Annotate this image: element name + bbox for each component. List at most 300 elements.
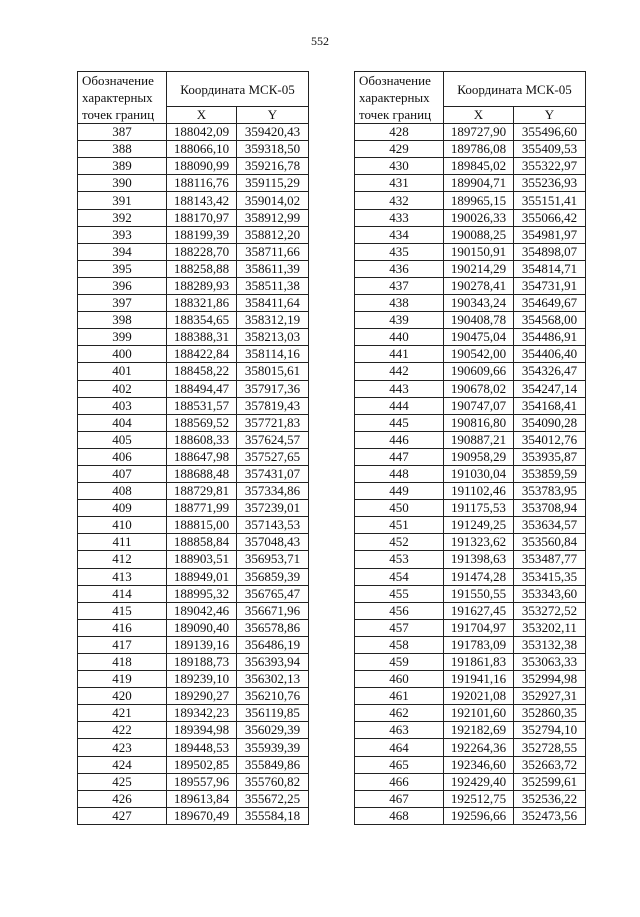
table-row <box>78 295 309 312</box>
x-coordinate-cell: 192429,40 <box>444 773 514 790</box>
x-coordinate-cell: 190150,91 <box>444 243 514 260</box>
x-coordinate-cell: 191783,09 <box>444 636 514 653</box>
page-number: 552 <box>311 34 329 48</box>
y-coordinate-cell: 353132,38 <box>514 636 586 653</box>
table-row <box>355 773 586 790</box>
table-row <box>78 329 309 346</box>
table-row <box>78 705 309 722</box>
table-row <box>355 431 586 448</box>
x-coordinate-cell: 188458,22 <box>167 363 237 380</box>
y-coordinate-cell: 356859,39 <box>237 568 309 585</box>
y-coordinate-cell: 355409,53 <box>514 141 586 158</box>
table-row <box>355 671 586 688</box>
table-row <box>355 380 586 397</box>
x-coordinate-cell: 188143,42 <box>167 192 237 209</box>
y-coordinate-cell: 356765,47 <box>237 585 309 602</box>
point-number-cell: 401 <box>78 363 167 380</box>
y-coordinate-cell: 354814,71 <box>514 260 586 277</box>
coordinate-header: Координата МСК-05 <box>444 72 586 107</box>
point-number-cell: 461 <box>355 688 444 705</box>
y-coordinate-cell: 359014,02 <box>237 192 309 209</box>
table-row <box>78 602 309 619</box>
table-row <box>78 807 309 824</box>
y-coordinate-cell: 354486,91 <box>514 329 586 346</box>
y-coordinate-cell: 359318,50 <box>237 141 309 158</box>
y-coordinate-cell: 354568,00 <box>514 312 586 329</box>
x-coordinate-cell: 190408,78 <box>444 312 514 329</box>
x-coordinate-cell: 189448,53 <box>167 739 237 756</box>
y-coordinate-cell: 357048,43 <box>237 534 309 551</box>
point-number-cell: 389 <box>78 158 167 175</box>
x-coordinate-cell: 188494,47 <box>167 380 237 397</box>
table-row <box>78 346 309 363</box>
x-coordinate-cell: 189727,90 <box>444 124 514 141</box>
x-coordinate-cell: 192101,60 <box>444 705 514 722</box>
x-coordinate-cell: 188688,48 <box>167 465 237 482</box>
table-row <box>78 585 309 602</box>
table-row <box>355 397 586 414</box>
x-coordinate-cell: 188531,57 <box>167 397 237 414</box>
x-coordinate-cell: 189188,73 <box>167 654 237 671</box>
table-row <box>355 277 586 294</box>
point-number-cell: 435 <box>355 243 444 260</box>
table-row <box>78 534 309 551</box>
point-number-cell: 467 <box>355 790 444 807</box>
y-coordinate-cell: 356119,85 <box>237 705 309 722</box>
point-number-cell: 388 <box>78 141 167 158</box>
y-coordinate-cell: 359115,29 <box>237 175 309 192</box>
point-number-cell: 408 <box>78 483 167 500</box>
point-number-cell: 399 <box>78 329 167 346</box>
y-coordinate-cell: 357334,86 <box>237 483 309 500</box>
point-number-cell: 414 <box>78 585 167 602</box>
y-coordinate-cell: 355672,25 <box>237 790 309 807</box>
y-coordinate-cell: 357917,36 <box>237 380 309 397</box>
x-coordinate-cell: 189502,85 <box>167 756 237 773</box>
x-coordinate-cell: 190214,29 <box>444 260 514 277</box>
table-row <box>78 226 309 243</box>
x-coordinate-cell: 188815,00 <box>167 517 237 534</box>
x-coordinate-cell: 190343,24 <box>444 295 514 312</box>
y-coordinate-cell: 353560,84 <box>514 534 586 551</box>
point-number-cell: 451 <box>355 517 444 534</box>
table-row <box>78 260 309 277</box>
table-row <box>355 517 586 534</box>
y-coordinate-cell: 352473,56 <box>514 807 586 824</box>
y-coordinate-cell: 358711,66 <box>237 243 309 260</box>
x-coordinate-cell: 190026,33 <box>444 209 514 226</box>
table-row <box>78 465 309 482</box>
x-coordinate-cell: 188289,93 <box>167 277 237 294</box>
x-coordinate-cell: 191861,83 <box>444 654 514 671</box>
table-body <box>78 124 309 825</box>
point-number-cell: 423 <box>78 739 167 756</box>
table-row <box>355 295 586 312</box>
y-coordinate-cell: 359420,43 <box>237 124 309 141</box>
x-coordinate-cell: 192021,08 <box>444 688 514 705</box>
table-row <box>355 739 586 756</box>
coordinate-header: Координата МСК-05 <box>167 72 309 107</box>
point-number-cell: 438 <box>355 295 444 312</box>
point-number-cell: 458 <box>355 636 444 653</box>
y-coordinate-cell: 357239,01 <box>237 500 309 517</box>
y-coordinate-cell: 356302,13 <box>237 671 309 688</box>
table-row <box>355 192 586 209</box>
x-coordinate-cell: 188647,98 <box>167 448 237 465</box>
point-number-cell: 422 <box>78 722 167 739</box>
y-coordinate-cell: 355849,86 <box>237 756 309 773</box>
point-number-cell: 404 <box>78 414 167 431</box>
y-coordinate-cell: 358114,16 <box>237 346 309 363</box>
coordinates-table-right <box>354 71 586 825</box>
x-coordinate-cell: 189290,27 <box>167 688 237 705</box>
table-row <box>355 124 586 141</box>
y-coordinate-cell: 357527,65 <box>237 448 309 465</box>
point-number-cell: 446 <box>355 431 444 448</box>
point-number-cell: 466 <box>355 773 444 790</box>
point-number-cell: 447 <box>355 448 444 465</box>
point-number-cell: 407 <box>78 465 167 482</box>
x-coordinate-cell: 188388,31 <box>167 329 237 346</box>
table-row <box>78 431 309 448</box>
table-row <box>355 141 586 158</box>
y-coordinate-cell: 355584,18 <box>237 807 309 824</box>
x-coordinate-cell: 191550,55 <box>444 585 514 602</box>
x-coordinate-cell: 190678,02 <box>444 380 514 397</box>
x-coordinate-cell: 189845,02 <box>444 158 514 175</box>
y-coordinate-cell: 353935,87 <box>514 448 586 465</box>
x-coordinate-cell: 189139,16 <box>167 636 237 653</box>
y-coordinate-cell: 356029,39 <box>237 722 309 739</box>
table-row <box>355 722 586 739</box>
y-coordinate-cell: 358213,03 <box>237 329 309 346</box>
point-number-cell: 462 <box>355 705 444 722</box>
point-number-cell: 387 <box>78 124 167 141</box>
table-row <box>355 414 586 431</box>
x-coordinate-cell: 189670,49 <box>167 807 237 824</box>
y-header: Y <box>237 107 309 124</box>
point-number-cell: 443 <box>355 380 444 397</box>
y-coordinate-cell: 359216,78 <box>237 158 309 175</box>
x-coordinate-cell: 190887,21 <box>444 431 514 448</box>
y-coordinate-cell: 357819,43 <box>237 397 309 414</box>
table-row <box>355 585 586 602</box>
x-coordinate-cell: 190475,04 <box>444 329 514 346</box>
x-coordinate-cell: 190609,66 <box>444 363 514 380</box>
table-row <box>78 688 309 705</box>
y-coordinate-cell: 352599,61 <box>514 773 586 790</box>
table-row <box>355 158 586 175</box>
table-row <box>78 483 309 500</box>
x-coordinate-cell: 191175,53 <box>444 500 514 517</box>
x-coordinate-cell: 188199,39 <box>167 226 237 243</box>
x-coordinate-cell: 190088,25 <box>444 226 514 243</box>
point-number-cell: 442 <box>355 363 444 380</box>
x-coordinate-cell: 189394,98 <box>167 722 237 739</box>
y-coordinate-cell: 354731,91 <box>514 277 586 294</box>
table-row <box>78 551 309 568</box>
y-coordinate-cell: 355066,42 <box>514 209 586 226</box>
point-number-cell: 395 <box>78 260 167 277</box>
x-coordinate-cell: 191030,04 <box>444 465 514 482</box>
y-coordinate-cell: 353202,11 <box>514 619 586 636</box>
point-number-cell: 464 <box>355 739 444 756</box>
point-number-cell: 450 <box>355 500 444 517</box>
point-number-cell: 406 <box>78 448 167 465</box>
designation-header: Обозначение характерных точек границ <box>78 72 167 124</box>
y-coordinate-cell: 355760,82 <box>237 773 309 790</box>
point-number-cell: 405 <box>78 431 167 448</box>
y-coordinate-cell: 353783,95 <box>514 483 586 500</box>
x-coordinate-cell: 191474,28 <box>444 568 514 585</box>
x-coordinate-cell: 191102,46 <box>444 483 514 500</box>
y-coordinate-cell: 357721,83 <box>237 414 309 431</box>
table-row <box>78 141 309 158</box>
x-coordinate-cell: 188569,52 <box>167 414 237 431</box>
table-row <box>355 688 586 705</box>
table-row <box>355 790 586 807</box>
y-coordinate-cell: 352927,31 <box>514 688 586 705</box>
x-coordinate-cell: 188170,97 <box>167 209 237 226</box>
point-number-cell: 398 <box>78 312 167 329</box>
point-number-cell: 444 <box>355 397 444 414</box>
table-row <box>355 705 586 722</box>
y-coordinate-cell: 352794,10 <box>514 722 586 739</box>
point-number-cell: 441 <box>355 346 444 363</box>
point-number-cell: 440 <box>355 329 444 346</box>
point-number-cell: 463 <box>355 722 444 739</box>
x-coordinate-cell: 192346,60 <box>444 756 514 773</box>
table-row <box>78 568 309 585</box>
point-number-cell: 416 <box>78 619 167 636</box>
y-coordinate-cell: 358411,64 <box>237 295 309 312</box>
point-number-cell: 457 <box>355 619 444 636</box>
y-coordinate-cell: 352860,35 <box>514 705 586 722</box>
table-row <box>78 192 309 209</box>
point-number-cell: 409 <box>78 500 167 517</box>
table-row <box>78 619 309 636</box>
point-number-cell: 459 <box>355 654 444 671</box>
point-number-cell: 403 <box>78 397 167 414</box>
y-coordinate-cell: 356578,86 <box>237 619 309 636</box>
y-coordinate-cell: 355236,93 <box>514 175 586 192</box>
table-row <box>355 500 586 517</box>
table-row <box>78 739 309 756</box>
point-number-cell: 436 <box>355 260 444 277</box>
x-coordinate-cell: 188258,88 <box>167 260 237 277</box>
point-number-cell: 468 <box>355 807 444 824</box>
point-number-cell: 434 <box>355 226 444 243</box>
y-coordinate-cell: 354168,41 <box>514 397 586 414</box>
point-number-cell: 421 <box>78 705 167 722</box>
y-coordinate-cell: 354981,97 <box>514 226 586 243</box>
x-coordinate-cell: 189342,23 <box>167 705 237 722</box>
point-number-cell: 424 <box>78 756 167 773</box>
x-coordinate-cell: 192264,36 <box>444 739 514 756</box>
x-coordinate-cell: 188995,32 <box>167 585 237 602</box>
x-coordinate-cell: 191323,62 <box>444 534 514 551</box>
y-coordinate-cell: 357143,53 <box>237 517 309 534</box>
point-number-cell: 411 <box>78 534 167 551</box>
point-number-cell: 460 <box>355 671 444 688</box>
point-number-cell: 410 <box>78 517 167 534</box>
point-number-cell: 427 <box>78 807 167 824</box>
table-row <box>355 551 586 568</box>
x-coordinate-cell: 190816,80 <box>444 414 514 431</box>
point-number-cell: 445 <box>355 414 444 431</box>
point-number-cell: 418 <box>78 654 167 671</box>
point-number-cell: 413 <box>78 568 167 585</box>
y-coordinate-cell: 356210,76 <box>237 688 309 705</box>
point-number-cell: 454 <box>355 568 444 585</box>
table-row <box>355 312 586 329</box>
x-coordinate-cell: 188321,86 <box>167 295 237 312</box>
x-coordinate-cell: 191627,45 <box>444 602 514 619</box>
y-coordinate-cell: 354247,14 <box>514 380 586 397</box>
x-coordinate-cell: 192182,69 <box>444 722 514 739</box>
point-number-cell: 425 <box>78 773 167 790</box>
point-number-cell: 448 <box>355 465 444 482</box>
x-coordinate-cell: 188771,99 <box>167 500 237 517</box>
y-coordinate-cell: 354898,07 <box>514 243 586 260</box>
table-row <box>355 243 586 260</box>
table-row <box>78 380 309 397</box>
x-coordinate-cell: 189042,46 <box>167 602 237 619</box>
x-coordinate-cell: 189090,40 <box>167 619 237 636</box>
y-coordinate-cell: 353063,33 <box>514 654 586 671</box>
y-coordinate-cell: 353272,52 <box>514 602 586 619</box>
y-coordinate-cell: 358611,39 <box>237 260 309 277</box>
table-row <box>78 175 309 192</box>
table-row <box>355 483 586 500</box>
point-number-cell: 391 <box>78 192 167 209</box>
point-number-cell: 400 <box>78 346 167 363</box>
table-row <box>78 636 309 653</box>
x-coordinate-cell: 189904,71 <box>444 175 514 192</box>
table-row <box>355 363 586 380</box>
x-coordinate-cell: 188228,70 <box>167 243 237 260</box>
table-row <box>78 363 309 380</box>
x-coordinate-cell: 189613,84 <box>167 790 237 807</box>
x-coordinate-cell: 188949,01 <box>167 568 237 585</box>
y-coordinate-cell: 356486,19 <box>237 636 309 653</box>
point-number-cell: 430 <box>355 158 444 175</box>
y-coordinate-cell: 354090,28 <box>514 414 586 431</box>
x-coordinate-cell: 191704,97 <box>444 619 514 636</box>
point-number-cell: 433 <box>355 209 444 226</box>
designation-header: Обозначение характерных точек границ <box>355 72 444 124</box>
point-number-cell: 429 <box>355 141 444 158</box>
y-coordinate-cell: 353487,77 <box>514 551 586 568</box>
y-coordinate-cell: 353859,59 <box>514 465 586 482</box>
point-number-cell: 392 <box>78 209 167 226</box>
table-row <box>78 414 309 431</box>
point-number-cell: 393 <box>78 226 167 243</box>
y-coordinate-cell: 352994,98 <box>514 671 586 688</box>
point-number-cell: 455 <box>355 585 444 602</box>
x-coordinate-cell: 190958,29 <box>444 448 514 465</box>
table-row <box>355 654 586 671</box>
table-row <box>78 124 309 141</box>
x-coordinate-cell: 191941,16 <box>444 671 514 688</box>
point-number-cell: 417 <box>78 636 167 653</box>
y-coordinate-cell: 358312,19 <box>237 312 309 329</box>
point-number-cell: 439 <box>355 312 444 329</box>
table-row <box>355 534 586 551</box>
table-row <box>355 619 586 636</box>
point-number-cell: 394 <box>78 243 167 260</box>
point-number-cell: 452 <box>355 534 444 551</box>
table-row <box>355 209 586 226</box>
point-number-cell: 453 <box>355 551 444 568</box>
point-number-cell: 428 <box>355 124 444 141</box>
point-number-cell: 456 <box>355 602 444 619</box>
table-row <box>78 756 309 773</box>
x-coordinate-cell: 192596,66 <box>444 807 514 824</box>
table-row <box>78 790 309 807</box>
x-coordinate-cell: 191398,63 <box>444 551 514 568</box>
x-coordinate-cell: 189786,08 <box>444 141 514 158</box>
x-coordinate-cell: 188729,81 <box>167 483 237 500</box>
y-coordinate-cell: 353415,35 <box>514 568 586 585</box>
table-row <box>355 807 586 824</box>
x-coordinate-cell: 188354,65 <box>167 312 237 329</box>
point-number-cell: 402 <box>78 380 167 397</box>
y-coordinate-cell: 355939,39 <box>237 739 309 756</box>
x-coordinate-cell: 190542,00 <box>444 346 514 363</box>
table-row <box>78 277 309 294</box>
x-coordinate-cell: 188042,09 <box>167 124 237 141</box>
y-coordinate-cell: 354406,40 <box>514 346 586 363</box>
y-coordinate-cell: 355496,60 <box>514 124 586 141</box>
table-row <box>78 312 309 329</box>
x-coordinate-cell: 189239,10 <box>167 671 237 688</box>
table-row <box>355 260 586 277</box>
table-row <box>78 158 309 175</box>
point-number-cell: 397 <box>78 295 167 312</box>
x-coordinate-cell: 190747,07 <box>444 397 514 414</box>
table-row <box>355 329 586 346</box>
y-coordinate-cell: 353708,94 <box>514 500 586 517</box>
x-coordinate-cell: 188116,76 <box>167 175 237 192</box>
point-number-cell: 426 <box>78 790 167 807</box>
y-header: Y <box>514 107 586 124</box>
x-coordinate-cell: 188422,84 <box>167 346 237 363</box>
table-row <box>355 226 586 243</box>
table-row <box>78 209 309 226</box>
x-coordinate-cell: 188608,33 <box>167 431 237 448</box>
table-row <box>78 243 309 260</box>
y-coordinate-cell: 354012,76 <box>514 431 586 448</box>
y-coordinate-cell: 358015,61 <box>237 363 309 380</box>
table-row <box>78 448 309 465</box>
x-header: X <box>444 107 514 124</box>
y-coordinate-cell: 352663,72 <box>514 756 586 773</box>
table-row <box>78 397 309 414</box>
table-body <box>355 124 586 825</box>
point-number-cell: 431 <box>355 175 444 192</box>
table-row <box>78 671 309 688</box>
x-coordinate-cell: 189557,96 <box>167 773 237 790</box>
y-coordinate-cell: 356671,96 <box>237 602 309 619</box>
x-coordinate-cell: 188858,84 <box>167 534 237 551</box>
coordinates-table-left <box>77 71 309 825</box>
table-row <box>355 465 586 482</box>
table-row <box>78 773 309 790</box>
table-row <box>355 346 586 363</box>
point-number-cell: 412 <box>78 551 167 568</box>
y-coordinate-cell: 355322,97 <box>514 158 586 175</box>
